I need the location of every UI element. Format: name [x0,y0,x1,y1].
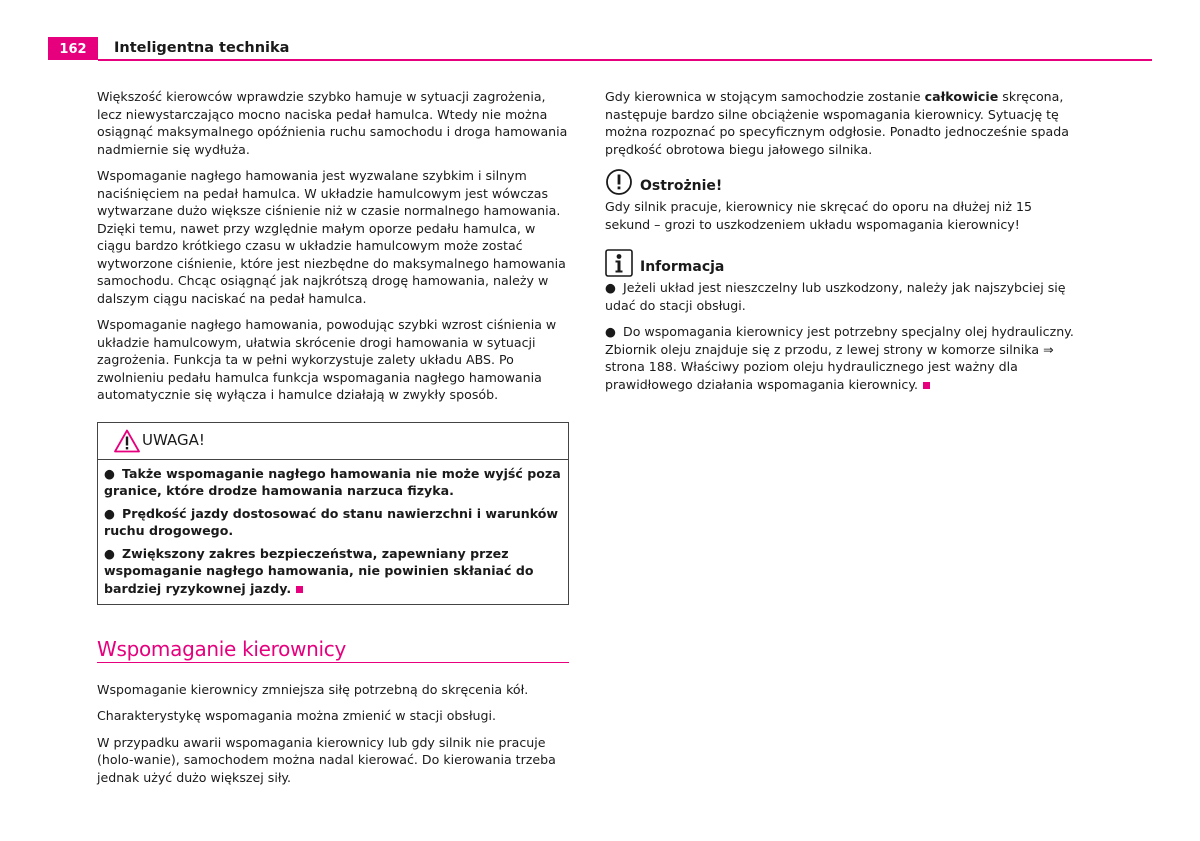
list-item: ● Prędkość jazdy dostosować do stanu nawierzchni i warunków ruchu drogowego. [104,505,559,538]
section-title: Wspomaganie kierownicy [97,641,569,663]
info-header [605,249,1077,279]
paragraph: Wspomaganie nagłego hamowania jest wyzwalane szybkim i silnym naciśnięciem na pedał hamulca. W układzie hamulcowym jest wówczas wytwarzane dużo większe ciśnienie niż w czasie normalnego hamowania. Dzięki temu, nawet przy względnie małym oporze pedału hamulca, w ciągu bardzo krótkiego czasu w układzie hamulcowym może zostać wytworzone ciśnienie, które jest niezbędne do maksymalnego hamowania samochodu. Chcąc osiągnąć jak najkrótszą drogę hamowania, należy w dalszym ciągu naciskać na pedał hamulca. [97,168,566,306]
bullet-icon: ● [104,545,115,561]
warning-box [97,422,569,606]
warning-list [98,460,568,605]
paragraph: Charakterystykę wspomagania można zmienić w stacji obsługi. [97,708,497,723]
warning-triangle-icon [114,429,140,453]
right-column [605,88,1077,393]
list-item: ● Do wspomagania kierownicy jest potrzebny specjalny olej hydrauliczny. Zbiornik oleju znajduje się z przodu, z lewej strony w komorze silnika ⇒ strona 188. Właściwy poziom oleju hydraulicznego jest ważny dla prawidłowego działania wspomagania kierownicy. [605,324,1074,392]
end-square-icon [923,382,930,389]
bullet-icon: ● [605,324,616,339]
bullet-icon: ● [104,505,115,521]
left-column [97,88,569,795]
info-title: Informacja [640,259,725,275]
warning-header [98,423,568,460]
info-icon [605,249,633,277]
caution-text: Gdy silnik pracuje, kierownicy nie skręcać do oporu na dłużej niż 15 sekund – grozi to uszkodzeniem układu wspomagania kierownicy! [605,199,1032,232]
caution-title: Ostrożnie! [640,178,723,194]
list-item: ● Zwiększony zakres bezpieczeństwa, zapewniany przez wspomaganie nagłego hamowania, nie powinien skłaniać do bardziej ryzykownej jazdy. [104,545,534,596]
exclamation-circle-icon [605,168,633,196]
caution-header [605,168,1077,198]
bullet-icon: ● [605,280,616,295]
paragraph: W przypadku awarii wspomagania kierownicy lub gdy silnik nie pracuje (holo-wanie), samochodem można nadal kierować. Do kierowania trzeba jednak użyć dużo większej siły. [97,734,556,785]
paragraph: Większość kierowców wprawdzie szybko hamuje w sytuacji zagrożenia, lecz niewystarczająco mocno naciska pedał hamulca. Wtedy nie można osiągnąć maksymalnego opóźnienia ruchu samochodu i droga hamowania nadmiernie się wydłuża. [97,89,568,157]
paragraph: Wspomaganie kierownicy zmniejsza siłę potrzebną do skręcenia kół. [97,681,529,697]
chapter-title: Inteligentna technika [114,40,290,56]
list-item: ● Także wspomaganie nagłego hamowania nie może wyjść poza granice, które drodze hamowania narzuca fizyka. [104,465,561,498]
list-item: ● Jeżeli układ jest nieszczelny lub uszkodzony, należy jak najszybciej się udać do stacji obsługi. [605,280,1066,313]
bullet-icon: ● [104,465,115,481]
page-number: 162 [48,37,98,60]
page-header [48,37,1152,61]
end-square-icon [296,586,303,593]
paragraph: Wspomaganie nagłego hamowania, powodując szybki wzrost ciśnienia w układzie hamulcowym, ułatwia skrócenie drogi hamowania w sytuacji zagrożenia. Funkcja ta w pełni wykorzystuje zalety układu ABS. Po zwolnieniu pedału hamulca funkcja wspomagania nagłego hamowania automatycznie się wyłącza i hamulce działają w zwykły sposób. [97,317,557,402]
warning-title: UWAGA! [142,430,205,449]
header-rule [98,59,1152,61]
paragraph: Gdy kierownica w stojącym samochodzie zostanie całkowicie skręcona, następuje bardzo silne obciążenie wspomagania kierownicy. Sytuację tę można rozpoznać po specyficznym odgłosie. Ponadto jednocześnie spada prędkość obrotowa biegu jałowego silnika. [605,89,1069,157]
